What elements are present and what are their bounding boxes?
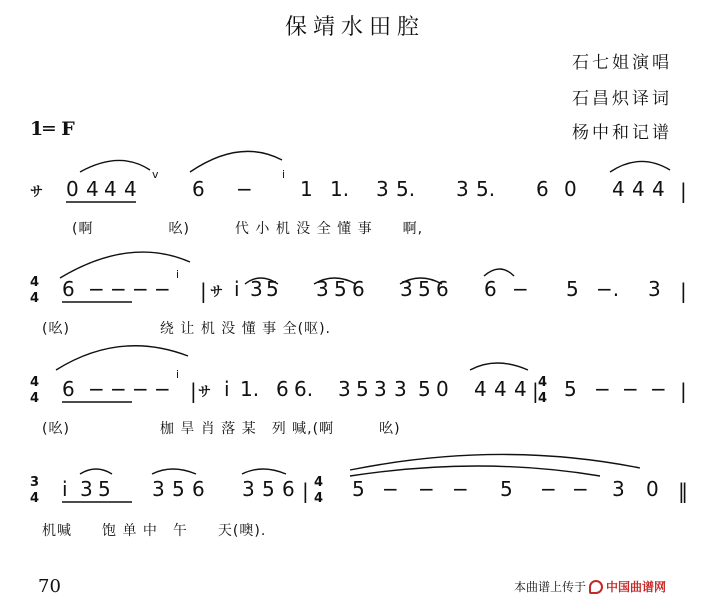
watermark-prefix: 本曲谱上传于 xyxy=(514,580,587,594)
note: 5 xyxy=(356,377,369,401)
note: − xyxy=(132,377,149,401)
note: 1. xyxy=(330,177,350,201)
note: 3 xyxy=(80,477,93,501)
note: 6 xyxy=(62,377,75,401)
note: 5. xyxy=(396,177,416,201)
note: 5. xyxy=(476,177,496,201)
note: 4 xyxy=(494,377,507,401)
note: − xyxy=(110,377,127,401)
time-signature-top: 4 xyxy=(30,275,40,290)
note: 4 xyxy=(86,177,99,201)
note: − xyxy=(236,177,253,201)
note: 5 xyxy=(172,477,185,501)
note: 5 xyxy=(566,277,579,301)
note: サ xyxy=(210,285,224,300)
site-watermark xyxy=(514,578,666,595)
barline: ‖ xyxy=(678,479,688,503)
barline: | xyxy=(532,379,539,403)
note: 1 xyxy=(300,177,313,201)
note: 6 xyxy=(436,277,449,301)
barline: | xyxy=(680,179,687,203)
note: 1. xyxy=(240,377,260,401)
note: − xyxy=(154,377,171,401)
note: i xyxy=(176,268,180,281)
note: 3 xyxy=(316,277,329,301)
note: i xyxy=(234,277,240,301)
time-signature-bottom: 4 xyxy=(30,491,40,506)
note: 3 xyxy=(374,377,387,401)
notation-row-2 xyxy=(30,268,687,306)
time-signature-bottom: 4 xyxy=(30,291,40,306)
time-signature-bottom: 4 xyxy=(30,391,40,406)
barline: | xyxy=(680,279,687,303)
note: 6 xyxy=(282,477,295,501)
lyrics-line-3: (吆) 枷 旱 肖 落 某 列 喊,(啊 吆) xyxy=(42,421,401,437)
time-signature-top: 4 xyxy=(314,475,324,490)
note: 6 xyxy=(352,277,365,301)
note: i xyxy=(282,168,286,181)
time-signature-top: 4 xyxy=(538,375,548,390)
note: 3 xyxy=(242,477,255,501)
lyrics-line-2: (吆) 绕 让 机 没 懂 事 全(呕). xyxy=(42,321,331,337)
note: サ xyxy=(198,385,212,400)
note: 0 xyxy=(564,177,577,201)
note: 5 xyxy=(352,477,365,501)
page-number: 70 xyxy=(38,576,61,597)
note: − xyxy=(418,477,435,501)
note: 5 xyxy=(334,277,347,301)
note: 6 xyxy=(276,377,289,401)
note: − xyxy=(110,277,127,301)
note: 3 xyxy=(612,477,625,501)
lyrics-line-1: (啊 吆) 代 小 机 没 全 懂 事 啊, xyxy=(72,221,424,237)
note: − xyxy=(622,377,639,401)
credit-transcriber: 杨中和记谱 xyxy=(572,123,672,143)
note: 4 xyxy=(474,377,487,401)
note: 3 xyxy=(376,177,389,201)
note: 6 xyxy=(536,177,549,201)
note: i xyxy=(224,377,230,401)
key-signature: 1═ F xyxy=(30,118,75,140)
note: 4 xyxy=(104,177,117,201)
notation-row-4 xyxy=(30,475,688,506)
note: 5 xyxy=(98,477,111,501)
barline: | xyxy=(190,379,197,403)
note: − xyxy=(88,277,105,301)
note: サ xyxy=(30,185,44,200)
time-signature-top: 4 xyxy=(30,375,40,390)
note: 0 xyxy=(646,477,659,501)
note: 4 xyxy=(124,177,137,201)
barline: | xyxy=(302,479,309,503)
note: 6 xyxy=(192,177,205,201)
time-signature-bottom: 4 xyxy=(538,391,548,406)
note: 4 xyxy=(612,177,625,201)
note: v xyxy=(152,168,159,181)
song-title: 保靖水田腔 xyxy=(284,15,425,40)
note: − xyxy=(572,477,589,501)
lyrics-line-4: 机喊 饱 单 中 午 天(噢). xyxy=(42,523,267,539)
note: 5 xyxy=(418,377,431,401)
notation-row-1 xyxy=(30,168,687,203)
note: − xyxy=(594,377,611,401)
note: − xyxy=(88,377,105,401)
note: − xyxy=(452,477,469,501)
note: 4 xyxy=(632,177,645,201)
note: 4 xyxy=(652,177,665,201)
note: 3 xyxy=(338,377,351,401)
note: − xyxy=(382,477,399,501)
note: 6. xyxy=(294,377,314,401)
note: 3 xyxy=(400,277,413,301)
note: 3 xyxy=(456,177,469,201)
notation-row-3 xyxy=(30,368,687,406)
barline: | xyxy=(680,379,687,403)
note: 6 xyxy=(62,277,75,301)
note: 5 xyxy=(418,277,431,301)
note: i xyxy=(62,477,68,501)
note: 0 xyxy=(436,377,449,401)
watermark-site: 中国曲谱网 xyxy=(606,580,667,594)
barline: | xyxy=(200,279,207,303)
time-signature-bottom: 4 xyxy=(314,491,324,506)
note: 0 xyxy=(66,177,79,201)
note: 6 xyxy=(192,477,205,501)
note: i xyxy=(176,368,180,381)
credit-singer: 石七姐演唱 xyxy=(572,53,672,73)
note: 3 xyxy=(648,277,661,301)
note: 6 xyxy=(484,277,497,301)
note: 4 xyxy=(514,377,527,401)
time-signature-top: 3 xyxy=(30,475,40,490)
note: −. xyxy=(596,277,620,301)
note: 5 xyxy=(500,477,513,501)
note: 5 xyxy=(266,277,279,301)
note: − xyxy=(132,277,149,301)
note: − xyxy=(540,477,557,501)
note: 5 xyxy=(564,377,577,401)
note: 3 xyxy=(394,377,407,401)
note: − xyxy=(650,377,667,401)
note: 5 xyxy=(262,477,275,501)
note: 3 xyxy=(152,477,165,501)
note: − xyxy=(512,277,529,301)
note: − xyxy=(154,277,171,301)
site-logo-icon xyxy=(589,580,603,594)
note: 3 xyxy=(250,277,263,301)
credit-lyricist: 石昌炽译词 xyxy=(572,89,672,109)
